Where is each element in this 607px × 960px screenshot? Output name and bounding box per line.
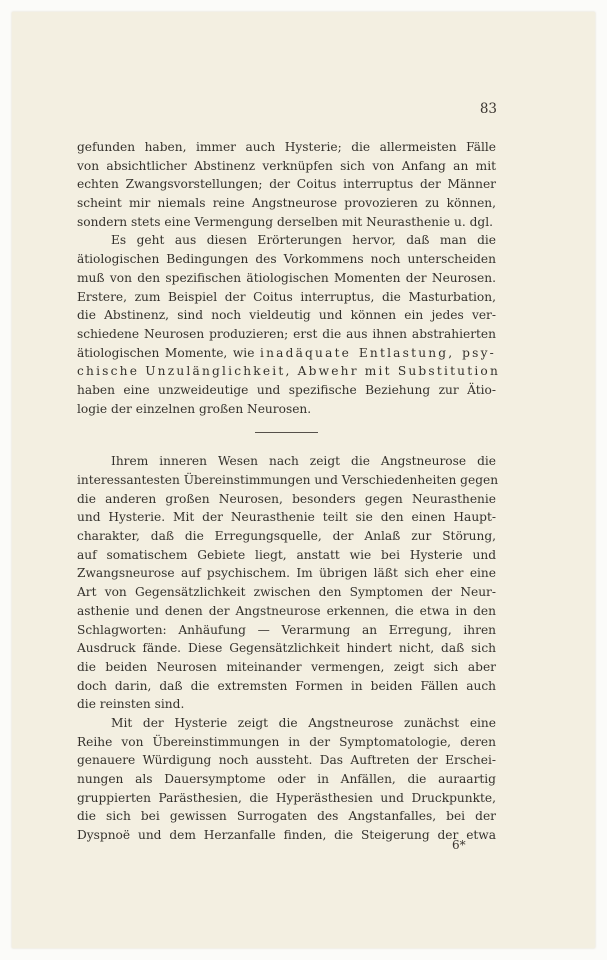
line-text: Ausdruck fände. Diese Gegensätzlichkeit hindert nicht, daß sich: [77, 641, 496, 656]
text-line: [77, 602, 496, 621]
line-text: und Hysterie. Mit der Neurasthenie teilt sie den einen Haupt-: [77, 510, 496, 525]
line-text: die sich bei gewissen Surrogaten des Angstanfalles, bei der: [77, 809, 496, 824]
text-line: [77, 583, 496, 602]
line-text: die Abstinenz, sind noch vieldeutig und können ein jedes ver-: [77, 308, 496, 323]
text-line: [77, 269, 496, 288]
line-text: muß von den spezifischen ätiologischen Momenten der Neurosen.: [77, 270, 496, 285]
book-page: [12, 12, 595, 948]
text-line: [77, 621, 496, 640]
line-text: gefunden haben, immer auch Hysterie; die allermeisten Fälle: [77, 140, 496, 154]
line-text: Ihrem inneren Wesen nach zeigt die Angstneurose die: [111, 454, 496, 469]
line-text: gruppierten Parästhesien, die Hyperästhesien und Druckpunkte,: [77, 790, 496, 805]
line-text: ätiologischen Bedingungen des Vorkommens noch unterscheiden: [77, 252, 496, 267]
line-text: interessantesten Übereinstimmungen und Verschiedenheiten gegen: [77, 473, 499, 487]
line-text: haben eine unzweideutige und spezifische Beziehung zur Ätio-: [77, 382, 496, 397]
text-line: [77, 639, 496, 658]
line-text: die anderen großen Neurosen, besonders gegen Neurasthenie: [77, 491, 496, 506]
line-text: logie der einzelnen großen Neurosen.: [77, 401, 312, 416]
line-text: Erstere, zum Beispiel der Coitus interruptus, die Masturbation,: [77, 289, 496, 304]
line-text: genauere Würdigung noch aussteht. Das Auftreten der Erschei-: [77, 753, 496, 768]
line-text: Schlagworten: Anhäufung — Verarmung an Erregung, ihren: [77, 622, 496, 637]
text-line: [77, 362, 501, 381]
text-line: [77, 658, 496, 677]
text-line: [77, 471, 499, 490]
text-line: [77, 807, 496, 826]
paragraph: [77, 452, 499, 714]
text-line: [77, 490, 496, 509]
text-line: [77, 546, 496, 565]
text-line: [77, 527, 496, 546]
line-text: asthenie und denen der Angstneurose erkennen, die etwa in den: [77, 603, 496, 618]
text-line: [77, 288, 496, 307]
text-line: [77, 826, 496, 845]
emphasized-text: chische Unzulänglichkeit, Abwehr mit Substitution: [77, 364, 501, 379]
line-text: von absichtlicher Abstinenz verknüpfen sich von Anfang an mit: [77, 158, 496, 173]
paragraph: [77, 231, 501, 418]
text-line: [77, 714, 496, 733]
line-text: scheint mir niemals reine Angstneurose provozieren zu können,: [77, 196, 496, 211]
line-text: charakter, daß die Erregungsquelle, der Anlaß zur Störung,: [77, 529, 496, 544]
line-text: Mit der Hysterie zeigt die Angstneurose zunächst eine: [111, 715, 496, 730]
line-text: Es geht aus diesen Erörterungen hervor, daß man die: [111, 233, 496, 248]
text-line: [77, 677, 496, 696]
text-line: [77, 250, 496, 269]
text-line: [77, 325, 496, 344]
section-divider: [77, 418, 496, 452]
text-line: [77, 564, 496, 583]
text-line: [77, 400, 496, 419]
text-line: [77, 175, 496, 194]
text-line: [77, 157, 496, 176]
text-line: [77, 213, 496, 232]
line-text: Zwangsneurose auf psychischem. Im übrigen läßt sich eher eine: [77, 566, 496, 581]
text-line: [77, 770, 496, 789]
text-line: [77, 733, 496, 752]
text-line: [77, 138, 496, 157]
text-line: [77, 789, 496, 808]
line-text: schiedene Neurosen produzieren; erst die aus ihnen abstrahierten: [77, 326, 496, 341]
text-line: [77, 306, 496, 325]
paragraph: [77, 138, 496, 231]
line-text: auf somatischem Gebiete liegt, anstatt wie bei Hysterie und: [77, 547, 496, 562]
body-text: [77, 138, 501, 845]
line-text: die beiden Neurosen miteinander vermengen, zeigt sich aber: [77, 659, 496, 674]
text-line: [77, 751, 496, 770]
text-line: [77, 231, 496, 250]
line-text: Dyspnoë und dem Herzanfalle finden, die Steigerung der etwa: [77, 828, 496, 843]
text-line: [77, 381, 496, 400]
line-text: nungen als Dauersymptome oder in Anfällen, die auraartig: [77, 772, 496, 786]
line-text: echten Zwangsvorstellungen; der Coitus interruptus der Männer: [77, 177, 496, 192]
line-text: die reinsten sind.: [77, 697, 185, 712]
page-number: 83: [479, 101, 497, 117]
text-line: [77, 344, 496, 363]
paragraph: [77, 714, 496, 845]
text-line: [77, 452, 496, 471]
emphasized-text: inadäquate Entlastung, psy-: [259, 345, 496, 360]
signature-mark: 6*: [452, 838, 466, 852]
line-text: Reihe von Übereinstimmungen in der Symptomatologie, deren: [77, 734, 496, 749]
line-text: sondern stets eine Vermengung derselben mit Neurasthenie u. dgl.: [77, 214, 493, 229]
text-line: [77, 508, 496, 527]
text-line: [77, 194, 496, 213]
line-text: doch darin, daß die extremsten Formen in beiden Fällen auch: [77, 678, 496, 693]
text-line: [77, 695, 496, 714]
line-text: Art von Gegensätzlichkeit zwischen den Symptomen der Neur-: [77, 585, 496, 600]
line-text: ätiologischen Momente, wie: [77, 345, 260, 360]
